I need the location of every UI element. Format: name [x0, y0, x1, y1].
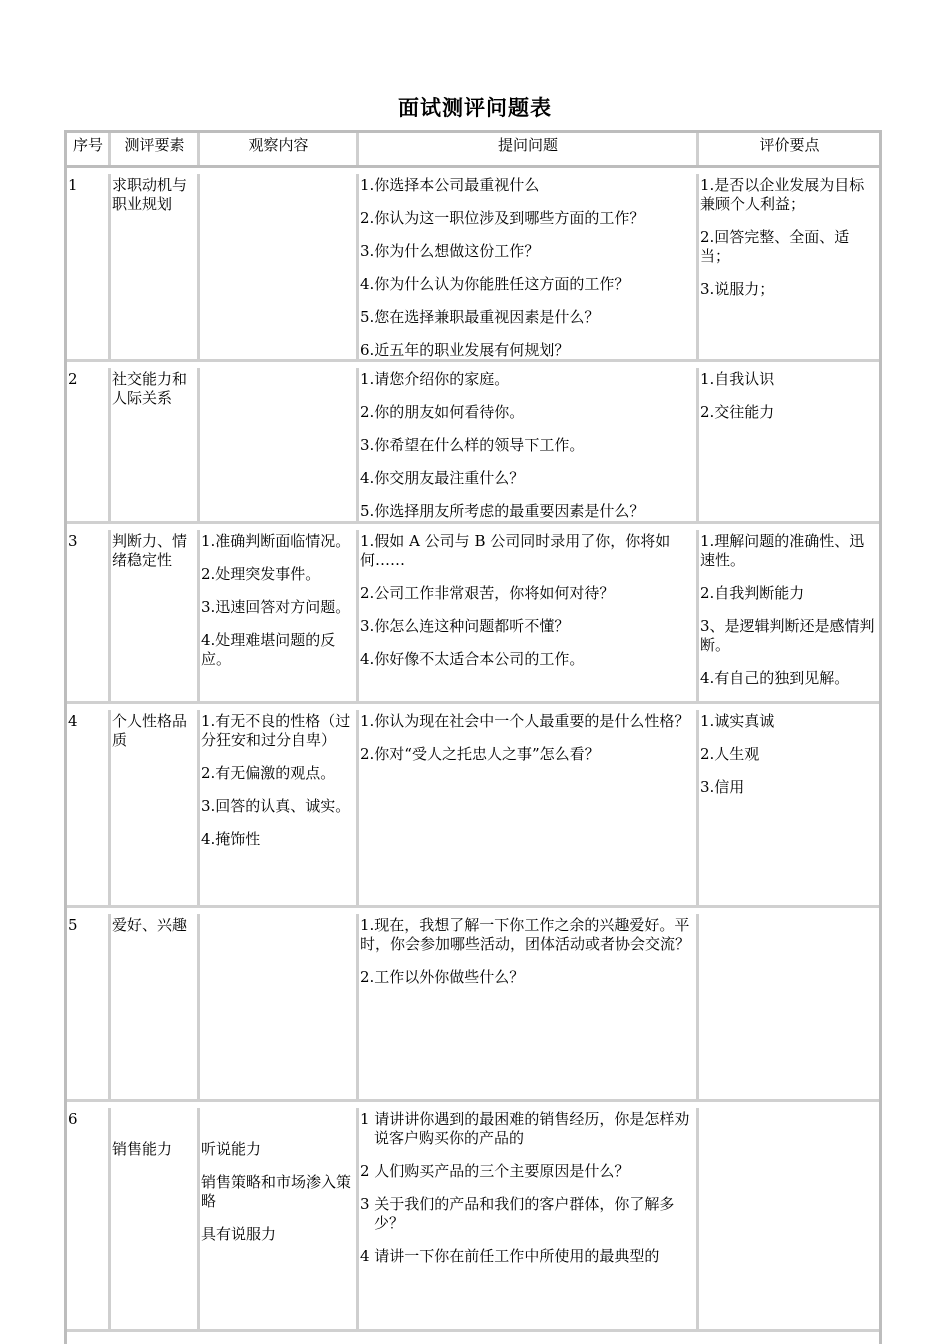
point-item: 3.说服力；	[700, 280, 775, 298]
observe-item: 4.处理难堪问题的反应。	[201, 631, 336, 668]
point-item: 1.诚实真诚	[700, 712, 775, 730]
row-questions	[359, 174, 699, 359]
row-element-text: 爱好、兴趣	[112, 916, 188, 934]
table-row	[67, 524, 879, 704]
row-element	[111, 530, 200, 701]
point-item: 3、是逻辑判断还是感情判断。	[700, 617, 875, 654]
row-element-text: 判断力、情绪稳定性	[112, 532, 188, 569]
row-number-text: 2	[68, 370, 78, 388]
header-observe: 观察内容	[200, 133, 359, 165]
row-observe	[200, 530, 359, 701]
table-row	[67, 908, 879, 1102]
point-item: 1.是否以企业发展为目标兼顾个人利益；	[700, 176, 865, 213]
row-number	[67, 530, 111, 701]
question-item: 2.你认为这一职位涉及到哪些方面的工作？	[360, 209, 645, 227]
table-row	[67, 362, 879, 524]
row-observe	[200, 914, 359, 1099]
question-item: 3.你为什么想做这份工作？	[360, 242, 540, 260]
row-observe	[200, 710, 359, 905]
question-item: 1.现在，我想了解一下你工作之余的兴趣爱好。平时，你会参加哪些活动，团体活动或者协会交流？	[360, 916, 691, 953]
row-questions	[359, 1108, 699, 1329]
row-number	[67, 174, 111, 359]
table-row	[67, 704, 879, 908]
table-row	[67, 1102, 879, 1332]
row-number	[67, 368, 111, 521]
observe-item: 1.准确判断面临情况。	[201, 532, 351, 550]
row-number-text: 6	[68, 1110, 78, 1128]
row-points	[699, 710, 879, 905]
header-points: 评价要点	[759, 136, 820, 154]
point-item: 4.有自己的独到见解。	[700, 669, 850, 687]
question-item: 2.工作以外你做些什么？	[360, 968, 525, 986]
question-item: 1.请您介绍你的家庭。	[360, 370, 510, 388]
point-item: 2.交往能力	[700, 403, 775, 421]
question-item: 1 请讲讲你遇到的最困难的销售经历，你是怎样劝说客户购买你的产品的	[360, 1110, 690, 1147]
row-element	[111, 368, 200, 521]
point-item: 2.自我判断能力	[700, 584, 805, 602]
row-points	[699, 174, 879, 359]
row-questions	[359, 710, 699, 905]
row-observe	[200, 368, 359, 521]
point-item: 2.回答完整、全面、适当；	[700, 228, 850, 265]
observe-item: 3.迅速回答对方问题。	[201, 598, 351, 616]
page-title: 面试测评问题表	[398, 96, 552, 120]
row-element-text: 社交能力和人际关系	[112, 370, 188, 407]
question-item: 4 请讲一下你在前任工作中所使用的最典型的	[360, 1247, 660, 1265]
question-item: 2.你的朋友如何看待你。	[360, 403, 525, 421]
interview-table	[64, 130, 882, 1344]
row-element-text: 销售能力	[112, 1140, 173, 1158]
row-observe	[200, 1108, 359, 1329]
question-item: 5.你选择朋友所考虑的最重要因素是什么？	[360, 502, 645, 520]
observe-item: 听说能力	[201, 1140, 262, 1158]
point-item: 1.理解问题的准确性、迅速性。	[700, 532, 865, 569]
point-item: 3.信用	[700, 778, 745, 796]
header-no: 序号	[67, 133, 111, 165]
observe-item: 2.处理突发事件。	[201, 565, 321, 583]
question-item: 1.假如 A 公司与 B 公司同时录用了你，你将如何……	[360, 532, 671, 569]
table-row	[67, 168, 879, 362]
point-item: 2.人生观	[700, 745, 760, 763]
question-item: 2.你对“受人之托忠人之事”怎么看？	[360, 745, 600, 763]
row-element	[111, 710, 200, 905]
row-number	[67, 710, 111, 905]
question-item: 5.您在选择兼职最重视因素是什么？	[360, 308, 600, 326]
question-item: 2 人们购买产品的三个主要原因是什么？	[360, 1162, 630, 1180]
row-observe	[200, 174, 359, 359]
row-points	[699, 368, 879, 521]
row-points	[699, 1108, 879, 1329]
observe-item: 具有说服力	[201, 1225, 277, 1243]
row-element-text: 求职动机与职业规划	[112, 176, 188, 213]
row-element	[111, 914, 200, 1099]
row-questions	[359, 914, 699, 1099]
question-item: 3.你希望在什么样的领导下工作。	[360, 436, 585, 454]
observe-item: 1.有无不良的性格（过分狂安和过分自卑）	[201, 712, 351, 749]
question-item: 4.你好像不太适合本公司的工作。	[360, 650, 585, 668]
question-item: 3 关于我们的产品和我们的客户群体，你了解多少？	[360, 1195, 675, 1232]
observe-item: 3.回答的认真、诚实。	[201, 797, 351, 815]
header-element: 测评要素	[111, 133, 200, 165]
row-points	[699, 914, 879, 1099]
question-item: 4.你交朋友最注重什么？	[360, 469, 525, 487]
question-item: 1.你选择本公司最重视什么	[360, 176, 540, 194]
row-number	[67, 1108, 111, 1329]
row-number-text: 5	[68, 916, 78, 934]
observe-item: 4.掩饰性	[201, 830, 261, 848]
row-questions	[359, 368, 699, 521]
row-number-text: 3	[68, 532, 78, 550]
question-item: 3.你怎么连这种问题都听不懂？	[360, 617, 570, 635]
row-element-text: 个人性格品质	[112, 712, 188, 749]
table-header	[67, 130, 879, 168]
table-body	[67, 168, 879, 1332]
question-item: 2.公司工作非常艰苦，你将如何对待？	[360, 584, 615, 602]
row-element	[111, 174, 200, 359]
row-questions	[359, 530, 699, 701]
row-number	[67, 914, 111, 1099]
header-questions: 提问问题	[359, 133, 699, 165]
row-number-text: 1	[68, 176, 78, 194]
question-item: 1.你认为现在社会中一个人最重要的是什么性格？	[360, 712, 690, 730]
question-item: 4.你为什么认为你能胜任这方面的工作？	[360, 275, 630, 293]
point-item: 1.自我认识	[700, 370, 775, 388]
observe-item: 2.有无偏激的观点。	[201, 764, 336, 782]
row-points	[699, 530, 879, 701]
question-item: 6.近五年的职业发展有何规划？	[360, 341, 570, 359]
observe-item: 销售策略和市场渗入策略	[201, 1173, 352, 1210]
row-number-text: 4	[68, 712, 78, 730]
row-element	[111, 1108, 200, 1329]
